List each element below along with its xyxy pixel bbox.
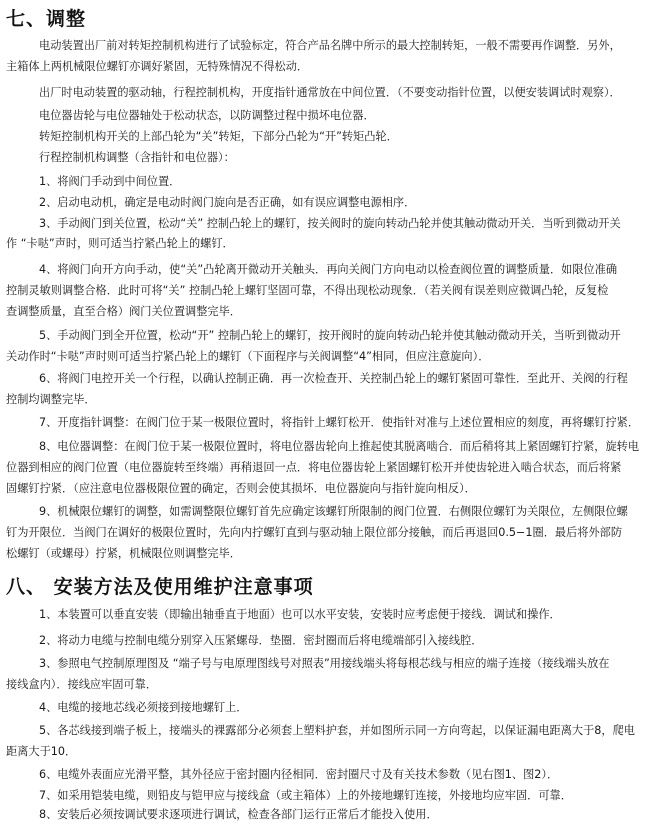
s7-step-cont: 关动作时“卡哒”声时则可适当拧紧凸轮上的螺钉（下面程序与关阀调整“4”相同，但应注意旋向）．	[6, 350, 490, 363]
s8-step: 5、各芯线接到端子板上，接端头的裸露部分必须套上塑料护套，并如图所示同一方向弯起，以保证漏电距离大于8，爬电	[39, 724, 635, 737]
section-7-title: 七、调整	[6, 8, 87, 30]
s8-step-cont: 距离大于10．	[6, 745, 77, 758]
s7-step: 8、电位器调整：在阀门位于某一极限位置时，将电位器齿轮向上推起使其脱离啮合．而后稍将其上紧固螺钉拧紧，旋转电	[39, 440, 640, 453]
s7-step-cont: 松螺钉（或螺母）拧紧，机械限位则调整完毕．	[6, 547, 241, 560]
s7-paragraph: 出厂时电动装置的驱动轴，行程控制机构，开度指针通常放在中间位置．（不要变动指针位置，以便安装调试时观察）．	[39, 86, 621, 99]
s7-paragraph: 主箱体上两机械限位螺钉亦调好紧固，无特殊情况不得松动．	[6, 60, 309, 73]
s7-paragraph: 行程控制机构调整（含指针和电位器）：	[39, 151, 235, 164]
s7-step-cont: 控制均调整完毕．	[6, 393, 96, 406]
s7-step: 9、机械限位螺钉的调整，如需调整限位螺钉首先应确定该螺钉所限制的阀门位置．右侧限位螺钉为关限位，左侧限位螺	[39, 505, 628, 518]
s8-step: 2、将动力电缆与控制电缆分别穿入压紧螺母．垫圈．密封圈而后将电缆端部引入接线腔．	[39, 634, 483, 647]
s8-step: 8、安装后必须按调试要求逐项进行调试，检查各部门运行正常后才能投入使用．	[39, 808, 438, 821]
section-8-title: 八、 安装方法及使用维护注意事项	[6, 576, 314, 598]
s8-step: 3、参照电气控制原理图及 “端子号与电原理图线号对照表”用接线端头将每根芯线与相应的端子连接（接线端头放在	[39, 657, 610, 670]
s8-step-cont: 接线盒内）．接线应牢固可靠．	[6, 678, 158, 691]
s7-step-cont: 控制灵敏则调整合格．此时可将“关” 控制凸轮上螺钉坚固可靠，不得出现松动现象．（若关阀有误差则应微调凸轮，反复检	[6, 284, 609, 297]
s7-step: 7、开度指针调整：在阀门位于某一极限位置时，将指针上螺钉松开．使指针对准与上述位置相应的刻度，再将螺钉拧紧．	[39, 416, 640, 429]
s7-step: 6、将阀门电控开关一个行程，以确认控制正确．再一次检查开、关控制凸轮上的螺钉紧固可靠性．至此开、关阀的行程	[39, 372, 628, 385]
s8-step: 4、电缆的接地芯线必须接到接地螺钉上．	[39, 701, 248, 714]
s7-step-cont: 固螺钉拧紧．（应注意电位器极限位置的确定，否则会使其损坏．电位器旋向与指针旋向相反）．	[6, 482, 476, 495]
s7-step-cont: 查调整质量，直至合格）阀门关位置调整完毕．	[6, 305, 241, 318]
s7-step: 1、将阀门手动到中间位置．	[39, 175, 181, 188]
s7-step: 5、手动阀门到全开位置，松动“开” 控制凸轮上的螺钉，按开阀时的旋向转动凸轮并使其触动微动开关，当听到微动开	[39, 329, 621, 342]
s7-step: 3、手动阀门到关位置，松动“关” 控制凸轮上的螺钉，按关阀时的旋向转动凸轮并使其触动微动开关．当听到微动开关	[39, 217, 621, 230]
s7-step: 4、将阀门向开方向手动，使“关”凸轮离开微动开关触头．再向关阀门方向电动以检查阀位置的调整质量．如限位准确	[39, 263, 618, 276]
s7-paragraph: 电位器齿轮与电位器轴处于松动状态，以防调整过程中损坏电位器．	[39, 109, 375, 122]
s7-step-cont: 钉为开限位．当阀门在调好的极限位置时，先向内拧螺钉直到与驱动轴上限位部分接触，而后再退回0.5−1圈．最后将外部防	[6, 526, 623, 539]
s7-step: 2、启动电动机，确定是电动时阀门旋向是否正确，如有误应调整电源相序．	[39, 196, 416, 209]
s7-step-cont: 作 “卡哒”声时，则可适当拧紧凸轮上的螺钉．	[6, 237, 234, 250]
s7-paragraph: 电动装置出厂前对转矩控制机构进行了试验标定，符合产品名牌中所示的最大控制转矩，一般不需要再作调整．另外，	[39, 39, 621, 52]
s7-step-cont: 位器到相应的阀门位置（电位器旋转至终端）再稍退回一点．将电位器齿轮上紧固螺钉松开并使齿轮进入啮合状态，而后将紧	[6, 461, 622, 474]
s7-paragraph: 转矩控制机构开关的上部凸轮为“关”转矩，下部分凸轮为“开”转矩凸轮．	[39, 130, 398, 143]
s8-step: 6、电缆外表面应光滑平整，其外径应于密封圈内径相同．密封圈尺寸及有关技术参数（见右图1、图2）．	[39, 768, 559, 781]
s8-step: 1、本装置可以垂直安装（即输出轴垂直于地面）也可以水平安装，安装时应考虑便于接线．调试和操作．	[39, 608, 561, 621]
s8-step: 7、如采用铠装电缆，则铅皮与铠甲应与接线盒（或主箱体）上的外接地螺钉连接，外接地均应牢固．可靠．	[39, 789, 572, 802]
